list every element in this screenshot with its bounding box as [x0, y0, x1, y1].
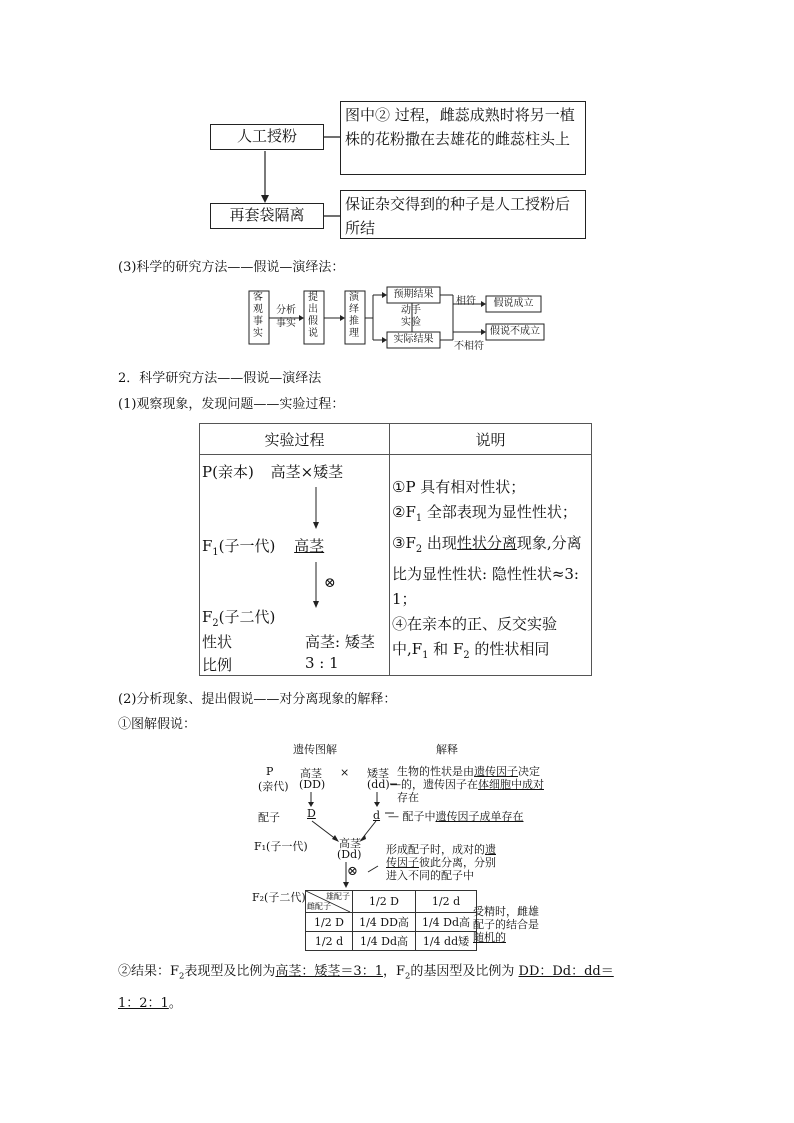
flow-mismatch: 不相符 [454, 341, 484, 352]
flow-actual: 实际结果 [393, 334, 434, 345]
flow-analyze: 分析事实 [276, 305, 296, 329]
gd-expl3: 形成配子时，成对的遗 传因子彼此分离，分别 进入不同的配子中 [386, 843, 496, 882]
flow-deduce: 演绎推理 [349, 292, 359, 339]
gd-selfing: ⊗ [347, 864, 358, 879]
gd-f1-tall: 高茎 [339, 837, 361, 850]
gd-col-header: 1/2 D [353, 891, 416, 913]
result-text: ②结果：$F_2$表现型及比例为高茎：矮茎＝3：1，$F_2$的基因型及比例为 DD：Dd：dd＝ 1：2：1。 [118, 964, 614, 1011]
note-3: $③F_2$ 出现性状分离现象,分离比为显性性状: 隐性性状≈3: 1； [392, 534, 582, 608]
flow-observe: 客观事实 [253, 292, 263, 339]
gd-cross: × [340, 766, 350, 779]
gd-short: 矮茎 [367, 767, 389, 780]
gd-expl1: 生物的性状是由遗传因子决定 —的，遗传因子在体细胞中成对 存在 [390, 765, 544, 804]
f1-label: $F_1$(子一代) [202, 537, 276, 558]
gd-col-header: 1/2 d [416, 891, 477, 913]
gd-title-left: 遗传图解 [293, 743, 337, 756]
gd-punnett-table [305, 890, 477, 951]
gd-cell: 1/4 Dd高 [353, 932, 416, 951]
flow-experiment: 动手实验 [401, 305, 421, 328]
exp-col-header-process: 实验过程 [200, 424, 390, 455]
flow-invalid: 假说不成立 [490, 326, 540, 337]
note-2: $②F_1$ 全部表现为显性性状； [392, 503, 577, 524]
flow-valid: 假说成立 [493, 298, 534, 309]
gd-p-label2: (亲代) [258, 780, 289, 793]
note-4: ④在亲本的正、反交实验中$,F_1$ 和 $F_2$ 的性状相同 [392, 615, 558, 661]
ratio-label: 比例 [202, 656, 233, 674]
gd-cell: 1/4 DD高 [353, 913, 416, 932]
gd-gamete-label: 配子 [258, 811, 280, 824]
selfing-symbol: ⊗ [324, 575, 336, 591]
bagging-note-text: 保证杂交得到的种子是人工授粉后所结 [345, 195, 571, 237]
section2-heading: 2．科学研究方法——假说—演绎法 [118, 371, 322, 386]
p-cross: 高茎×矮茎 [270, 463, 344, 481]
gd-row-header: 1/2 D [306, 913, 353, 932]
gd-f2-label: F₂(子二代) [252, 891, 306, 904]
pollination-note-text: 图中② 过程，雌蕊成熟时将另一植株的花粉撒在去雄花的雌蕊柱头上 [345, 106, 575, 148]
gd-p-label: P [266, 765, 274, 778]
gd-tall-geno: (DD) [299, 778, 326, 791]
f1-value: 高茎 [294, 537, 325, 555]
note-1: ①P 具有相对性状； [392, 478, 526, 496]
gd-expl4: 受精时，雌雄 配子的结合是 随机的 [473, 905, 539, 944]
artificial-pollination-label: 人工授粉 [236, 127, 297, 145]
p-label: P(亲本) [202, 463, 254, 481]
gd-row-header: 1/2 d [306, 932, 353, 951]
section3-heading: (3)科学的研究方法——假说—演绎法： [118, 260, 345, 275]
flow-match: 相符 [456, 296, 476, 307]
exp-col-header-notes: 说明 [390, 424, 592, 455]
sub2-heading: (2)分析现象、提出假说——对分离现象的解释： [118, 692, 397, 707]
trait-label: 性状 [202, 633, 233, 651]
gd-f1-label: F₁(子一代) [254, 840, 308, 853]
gd-title-right: 解释 [436, 743, 458, 756]
f2-label: $F_2$(子二代) [202, 608, 276, 629]
gd-cell: 1/4 dd矮 [416, 932, 477, 951]
bagging-label: 再套袋隔离 [229, 206, 305, 224]
gd-tall: 高茎 [300, 767, 322, 780]
ratio-values: 3 : 1 [305, 654, 339, 672]
gd-gamete-D: D [307, 807, 316, 820]
sub1-heading: (1)观察现象，发现问题——实验过程： [118, 397, 345, 412]
trait-values: 高茎: 矮茎 [305, 633, 375, 651]
gd-gamete-d: d [373, 809, 381, 822]
gd-f1-geno: (Dd) [337, 848, 362, 861]
flow-hypothesis: 提出假说 [308, 292, 318, 339]
gd-short-geno: (dd) [367, 778, 390, 791]
gd-cell: 1/4 Dd高 [416, 913, 477, 932]
diagram-heading: ①图解假说： [118, 717, 197, 732]
flow-predict: 预期结果 [393, 289, 434, 300]
gd-expl2: — 配子中遗传因子成单存在 [388, 810, 524, 823]
gd-corner-cell: 雄配子 雌配子 [306, 891, 353, 913]
